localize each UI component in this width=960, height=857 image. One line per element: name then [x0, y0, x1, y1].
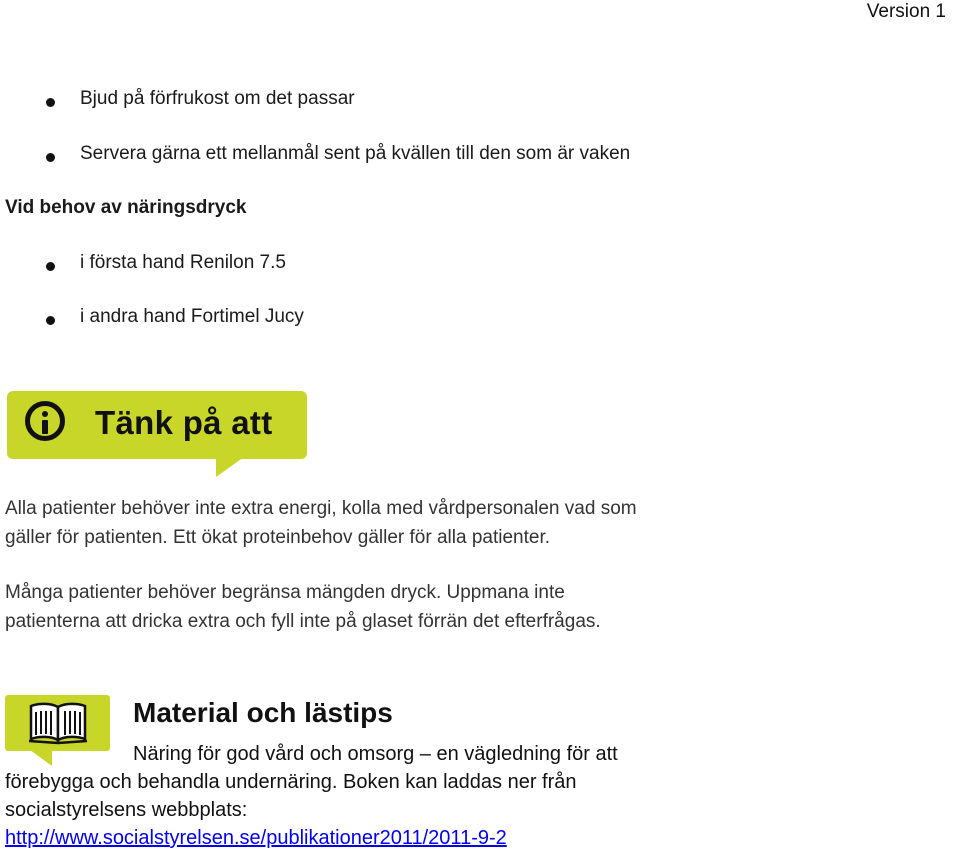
list-item-text: i andra hand Fortimel Jucy: [80, 306, 304, 327]
list-item: [0, 88, 960, 118]
bullet-icon: [46, 98, 55, 107]
paragraph-line: Alla patienter behöver inte extra energi, kolla med vårdpersonalen vad som: [5, 498, 637, 519]
banner-tail: [216, 457, 244, 477]
list-item: [0, 252, 960, 282]
think-label: Tänk på att: [95, 404, 273, 441]
think-banner: [7, 391, 307, 459]
paragraph-line: Många patienter behöver begränsa mängden dryck. Uppmana inte: [5, 582, 565, 603]
book-icon: [27, 701, 89, 745]
material-text-line: Näring för god vård och omsorg – en vägledning för att: [133, 743, 618, 765]
bullet-icon: [46, 316, 55, 325]
publication-link[interactable]: http://www.socialstyrelsen.se/publikationer2011/2011-9-2: [5, 827, 507, 849]
bullet-icon: [46, 262, 55, 271]
paragraph-line: gäller för patienten. Ett ökat proteinbehov gäller för alla patienter.: [5, 527, 551, 548]
material-title: Material och lästips: [133, 697, 393, 728]
material-text-line: socialstyrelsens webbplats:: [5, 799, 248, 821]
book-badge: [5, 695, 110, 751]
paragraph-energy: [5, 494, 745, 552]
paragraph-fluid: [5, 578, 745, 636]
badge-tail: [30, 750, 52, 766]
paragraph-line: patienterna att dricka extra och fyll inte på glaset förrän det efterfrågas.: [5, 611, 601, 632]
bullet-icon: [46, 153, 55, 162]
list-item-text: Bjud på förfrukost om det passar: [80, 88, 355, 109]
version-label: Version 1: [866, 1, 946, 22]
list-item: [0, 143, 960, 173]
nutrition-heading: Vid behov av näringsdryck: [5, 197, 247, 218]
list-item-text: i första hand Renilon 7.5: [80, 252, 286, 273]
info-icon: [25, 401, 65, 441]
list-item: [0, 306, 960, 336]
list-item-text: Servera gärna ett mellanmål sent på kvällen till den som är vaken: [80, 143, 631, 164]
material-text-line: förebygga och behandla undernäring. Boken kan laddas ner från: [5, 771, 577, 793]
